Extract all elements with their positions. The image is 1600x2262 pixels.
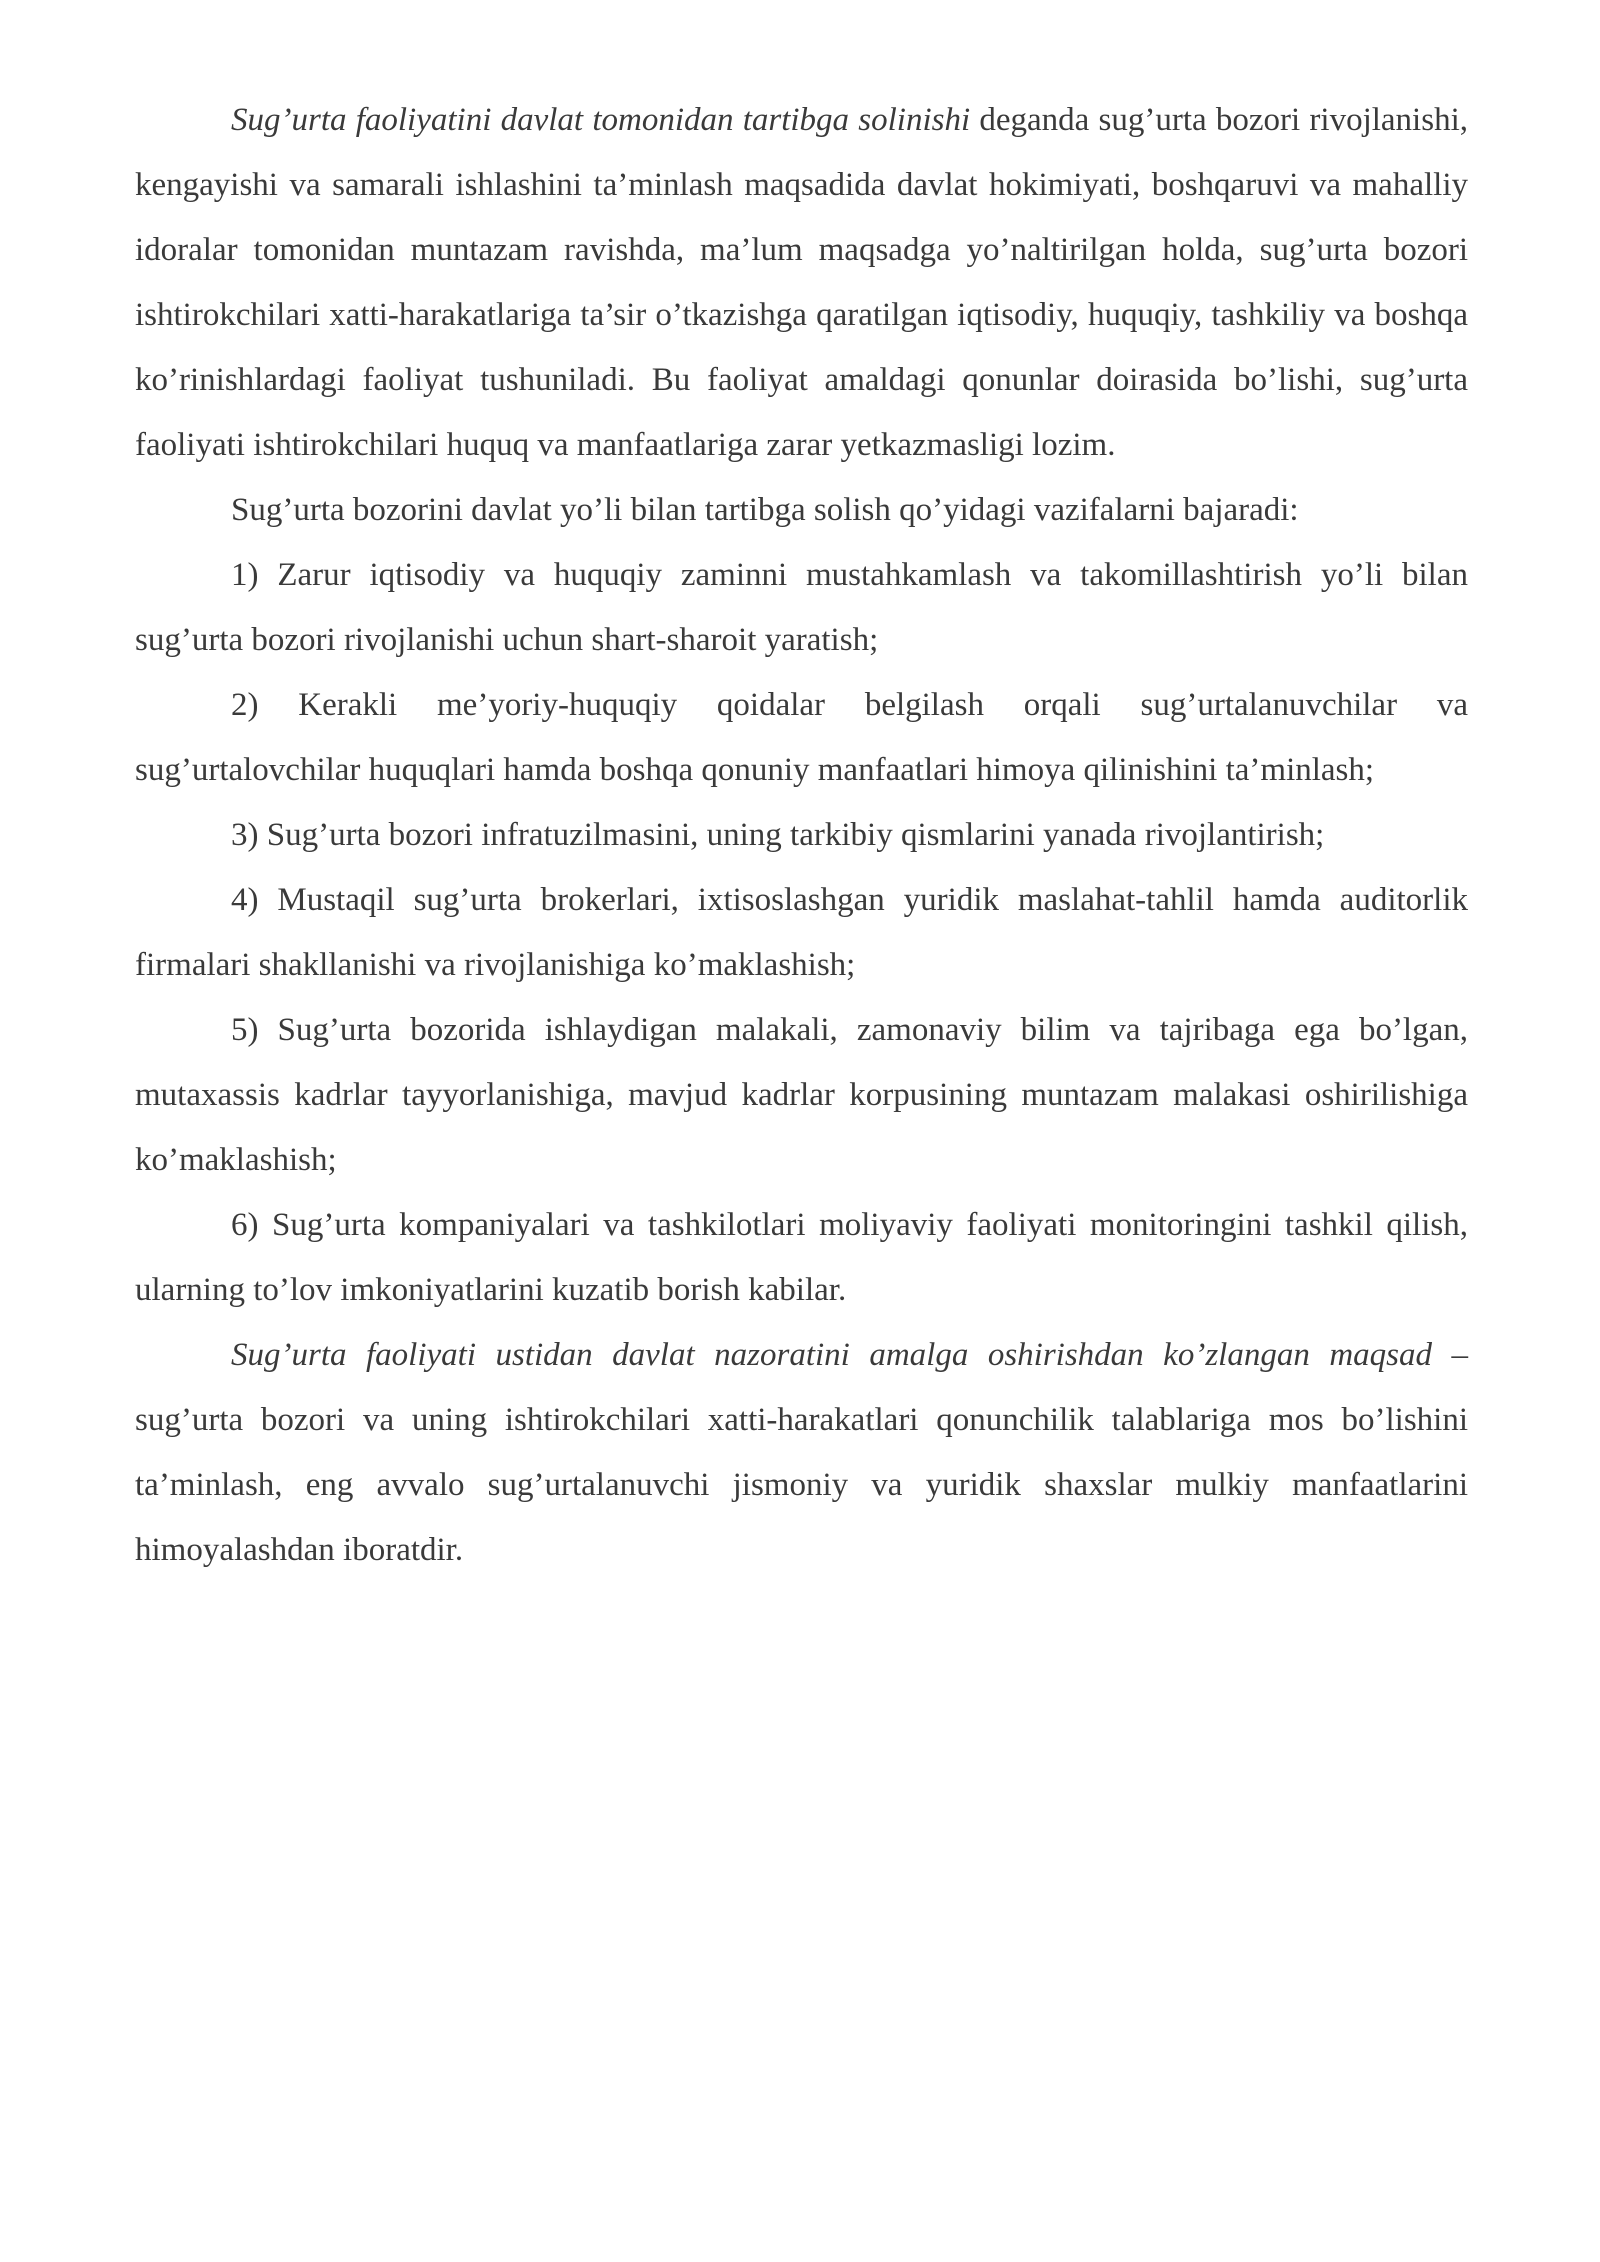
paragraph-text: deganda sug’urta bozori rivojlanishi, kengayishi va samarali ishlashini ta’minlash maqsadida davlat hokimiyati, boshqaruvi va mahalliy idoralar tomonidan muntazam ravishda, ma’lum maqsadga yo’naltirilgan holda, sug’urta bozori ishtirokchilari xatti-harakatlariga ta’sir o’tkazishga qaratilgan iqtisodiy, huquqiy, tashkiliy va boshqa ko’rinishlardagi faoliyat tushuniladi. Bu faoliyat amaldagi qonunlar doirasida bo’lishi, sug’urta faoliyati ishtirokchilari huquq va manfaatlariga zarar yetkazmasligi lozim. — [135, 102, 1468, 463]
list-item: 5) Sug’urta bozorida ishlaydigan malakali, zamonaviy bilim va tajribaga ega bo’lgan, mutaxassis kadrlar tayyorlanishiga, mavjud kadrlar korpusining muntazam malakasi oshirilishiga ko’maklashish; — [135, 1012, 1468, 1178]
list-item: 3) Sug’urta bozori infratuzilmasini, uning tarkibiy qismlarini yanada rivojlantirish; — [231, 817, 1325, 853]
list-item: 6) Sug’urta kompaniyalari va tashkilotlari moliyaviy faoliyati monitoringini tashkil qilish, ularning to’lov imkoniyatlarini kuzatib borish kabilar. — [135, 1207, 1468, 1308]
paragraph-definition — [135, 88, 1468, 478]
paragraph-text: – sug’urta bozori va uning ishtirokchilari xatti-harakatlari qonunchilik talablariga mos bo’lishini ta’minlash, eng avvalo sug’urtalanuvchi jismoniy va yuridik shaxslar mulkiy manfaatlarini himoyalashdan iboratdir. — [135, 1337, 1468, 1568]
italic-term: Sug’urta faoliyatini davlat tomonidan tartibga solinishi — [231, 102, 971, 138]
paragraph-tasks-intro: Sug’urta bozorini davlat yo’li bilan tartibga solish qo’yidagi vazifalarni bajaradi: — [231, 492, 1299, 528]
italic-term: Sug’urta faoliyati ustidan davlat nazoratini amalga oshirishdan ko’zlangan maqsad — [231, 1337, 1432, 1373]
paragraph-supervision-goal — [135, 1323, 1468, 1583]
list-item: 1) Zarur iqtisodiy va huquqiy zaminni mustahkamlash va takomillashtirish yo’li bilan sug’urta bozori rivojlanishi uchun shart-sharoit yaratish; — [135, 557, 1468, 658]
list-item: 2) Kerakli me’yoriy-huquqiy qoidalar belgilash orqali sug’urtalanuvchilar va sug’urtalovchilar huquqlari hamda boshqa qonuniy manfaatlari himoya qilinishini ta’minlash; — [135, 687, 1468, 788]
list-item: 4) Mustaqil sug’urta brokerlari, ixtisoslashgan yuridik maslahat-tahlil hamda auditorlik firmalari shakllanishi va rivojlanishiga ko’maklashish; — [135, 882, 1468, 983]
document-page — [135, 88, 1468, 1583]
